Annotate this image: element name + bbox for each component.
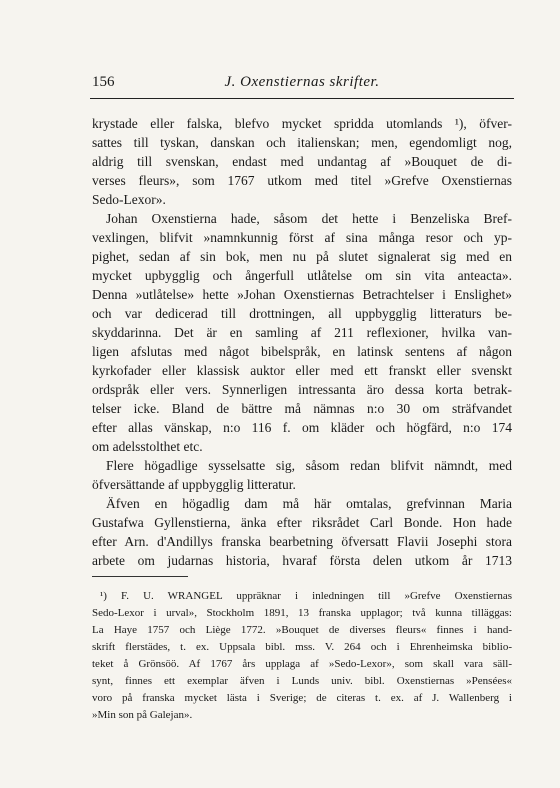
footnote-line: voro på franska mycket lästa i Sverige; de citeras t. ex. af J. Wallenberg i — [92, 692, 512, 704]
footnote-line: »Min son på Galejan». — [92, 709, 193, 721]
text-line: och var dedicerad till drottningen, all uppbygglig litteraturs be- — [92, 306, 512, 321]
footnote-line: skrift flerstädes, t. ex. Uppsala bibl. mss. V. 264 och i Ehrenheimska biblio- — [92, 641, 512, 653]
text-line: vexlingen, blifvit »namnkunnig först af sina många resor och yp- — [92, 230, 512, 245]
footnote-line: teket å Grönsöö. Af 1767 års upplaga af »Sedo-Lexor», som skall vara säll- — [92, 658, 512, 670]
text-line: ordspråk eller vers. Synnerligen intressanta äro dessa korta betrak- — [92, 382, 512, 397]
page-header — [92, 74, 512, 96]
text-line: pighet, sedan af sin bok, men nu på slutet signalerat sig med en — [92, 249, 512, 264]
text-line: sattes till tyskan, danskan och italienskan; men, egendomligt nog, — [92, 135, 512, 150]
text-line: om adelsstolthet etc. — [92, 439, 203, 454]
text-line: Sedo-Lexor». — [92, 192, 166, 207]
text-line: efter allas vänskap, n:o 116 f. om kläder och högfärd, n:o 174 — [92, 420, 512, 435]
text-line: Denna »utlåtelse» hette »Johan Oxenstiernas Betrachtelser i Enslighet» — [92, 287, 512, 302]
text-line: krystade eller falska, blefvo mycket spridda utomlands ¹), öfver- — [92, 116, 512, 131]
page-number: 156 — [92, 74, 115, 90]
text-line: aldrig till svenskan, endast med undantag af »Bouquet de di- — [92, 154, 512, 169]
body-text — [92, 114, 512, 570]
text-line: ligen afslutas med något bibelspråk, en latinsk sentens af någon — [92, 344, 512, 359]
text-line: mycket upbygglig och ångerfull utlåtelse om sin vita anteacta». — [92, 268, 512, 283]
footnotes — [92, 588, 512, 724]
text-line: verses fleurs», som 1767 utkom med titel »Grefve Oxenstiernas — [92, 173, 512, 188]
text-line: arbete om judarnas historia, hvaraf första delen utkom år 1713 — [92, 553, 512, 568]
text-line: Äfven en högadlig dam må här omtalas, grefvinnan Maria — [106, 496, 512, 511]
text-line: telser icke. Bland de bättre må nämnas n:o 30 om sträfvandet — [92, 401, 512, 416]
footnote-line: La Haye 1757 och Liège 1772. »Bouquet de diverses fleurs« finnes i hand- — [92, 624, 512, 636]
footnote-line: ¹) F. U. WRANGEL uppräknar i inledningen till »Grefve Oxenstiernas — [100, 590, 512, 602]
footnote-rule — [92, 576, 188, 577]
footnote-line: Sedo-Lexor i urval», Stockholm 1891, 13 franska upplagor; två kunna tilläggas: — [92, 607, 512, 619]
footnote-line: synt, finnes ett exemplar äfven i Lunds univ. bibl. Oxenstiernas »Pensées« — [92, 675, 512, 687]
text-line: efter Arn. d'Andillys franska bearbetning öfversatt Flavii Josephi stora — [92, 534, 512, 549]
text-line: skyddarinna. Det är en samling af 211 reflexioner, hvilka van- — [92, 325, 512, 340]
header-rule — [90, 98, 514, 99]
text-line: Flere högadlige sysselsatte sig, såsom redan blifvit nämndt, med — [106, 458, 512, 473]
text-line: öfversättande af uppbygglig litteratur. — [92, 477, 296, 492]
running-title: J. Oxenstiernas skrifter. — [224, 74, 380, 90]
text-line: kyrkofader eller klassisk auktor eller med ett franskt eller svenskt — [92, 363, 512, 378]
text-line: Johan Oxenstierna hade, såsom det hette i Benzeliska Bref- — [106, 211, 512, 226]
text-line: Gustafwa Gyllenstierna, änka efter riksrådet Carl Bonde. Hon hade — [92, 515, 512, 530]
